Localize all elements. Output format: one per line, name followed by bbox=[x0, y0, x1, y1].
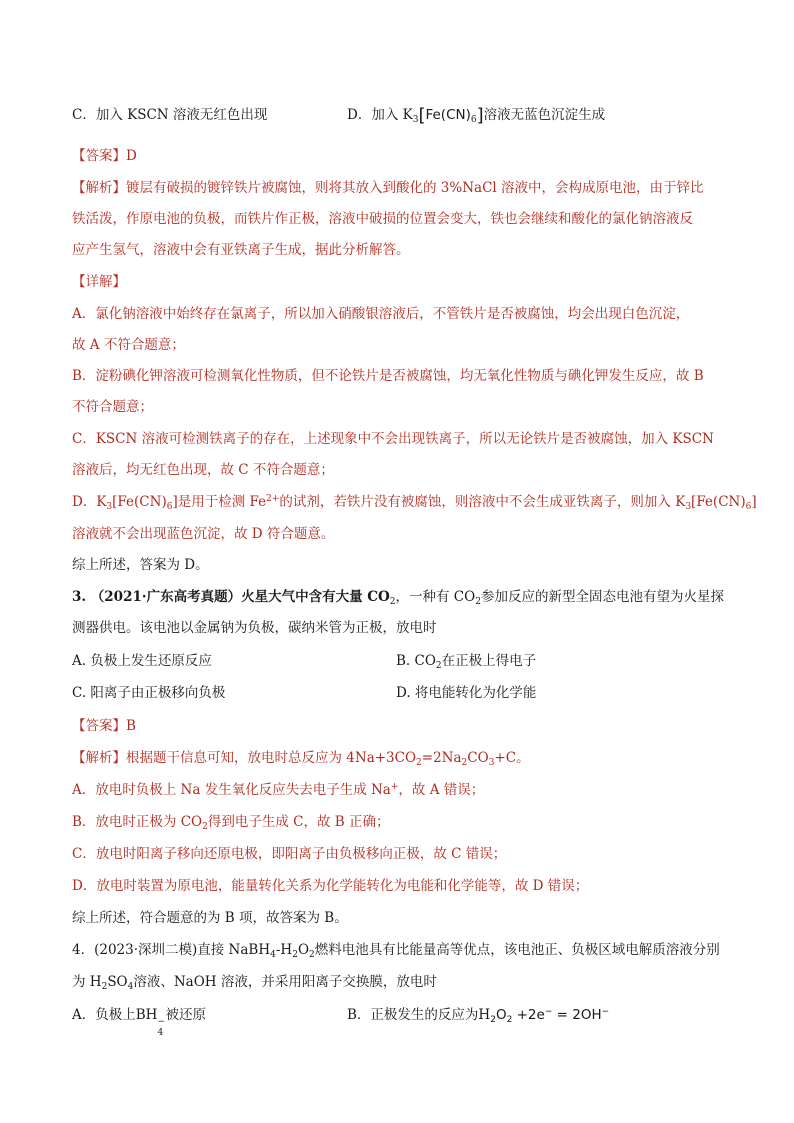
q2-detail-d2: 溶液就不会出现蓝色沉淀，故 D 符合题意。 bbox=[72, 526, 335, 542]
q4-option-a[interactable]: A．负极上BH − 4 被还原 bbox=[72, 1007, 206, 1038]
q4-stem-line2: 为 $H_2SO_4$溶液、NaOH 溶液，并采用阳离子交换膜，放电时 bbox=[72, 974, 437, 992]
q3-stem-line1: 3. （2021·广东高考真题）火星大气中含有大量 $CO_2$，一种有 $CO_2$参加反应的新型全固态电池有望为火星探 bbox=[72, 589, 724, 607]
q2-detail-b2: 不符合题意； bbox=[72, 399, 153, 415]
q2-analysis-line3: 应产生氢气，溶液中会有亚铁离子生成，据此分析解答。 bbox=[72, 242, 410, 258]
q2-detail-d1: D．$K_3[Fe(CN)_6]$是用于检测 $Fe^{2+}$的试剂，若铁片没有被腐蚀，则溶液中不会生成亚铁离子，则加入 $K_3[Fe(CN)_6]$ bbox=[72, 494, 757, 512]
q2-option-d[interactable]: D．加入 $K_3[Fe(CN)_6]$溶液无蓝色沉淀生成 bbox=[347, 105, 606, 126]
q2-option-c[interactable]: C．加入 KSCN 溶液无红色出现 bbox=[72, 107, 268, 123]
q3-summary: 综上所述，符合题意的为 B 项，故答案为 B。 bbox=[72, 910, 348, 926]
q3-option-d[interactable]: D. 将电能转化为化学能 bbox=[396, 685, 537, 701]
q3-option-c[interactable]: C. 阳离子由正极移向负极 bbox=[72, 685, 226, 701]
q2-detail-c2: 溶液后，均无红色出现，故 C 不符合题意； bbox=[72, 462, 334, 478]
q2-analysis-line1: 【解析】镀层有破损的镀锌铁片被腐蚀，则将其放入到酸化的 3%NaCl 溶液中，会构成原电池，由于锌比 bbox=[72, 180, 704, 196]
q2-detail-a1: A．氯化钠溶液中始终存在氯离子，所以加入硝酸银溶液后，不管铁片是否被腐蚀，均会出现白色沉淀， bbox=[72, 306, 690, 322]
q2-detail-label: 【详解】 bbox=[72, 274, 126, 290]
q4-stem-line1: 4．(2023·深圳二模)直接 $NaBH_4-H_2O_2$燃料电池具有比能量高等优点，该电池正、负极区域电解质溶液分别 bbox=[72, 942, 720, 960]
q3-answer: 【答案】B bbox=[72, 718, 136, 734]
q2-detail-c1: C．KSCN 溶液可检测铁离子的存在，上述现象中不会出现铁离子，所以无论铁片是否被腐蚀，加入 KSCN bbox=[72, 431, 714, 447]
q3-option-b[interactable]: B. $CO_2$在正极上得电子 bbox=[396, 653, 537, 671]
q3-detail-b: B．放电时正极为 $CO_2$得到电子生成 C，故 B 正确； bbox=[72, 814, 390, 832]
q4-option-b[interactable]: B．正极发生的反应为$H_2O_2 +2e^- = 2OH^-$ bbox=[347, 1007, 610, 1025]
q2-answer: 【答案】D bbox=[72, 148, 137, 164]
q2-analysis-line2: 铁活泼，作原电池的负极，而铁片作正极，溶液中破损的位置会变大，铁也会继续和酸化的氯化钠溶液反 bbox=[72, 211, 693, 227]
q2-detail-b1: B．淀粉碘化钾溶液可检测氧化性物质，但不论铁片是否被腐蚀，均无氧化性物质与碘化钾发生反应，故 B bbox=[72, 368, 704, 384]
q3-stem-line2: 测器供电。该电池以金属钠为负极，碳纳米管为正极，放电时 bbox=[72, 620, 437, 636]
q2-detail-a2: 故 A 不符合题意； bbox=[72, 337, 185, 353]
q2-summary: 综上所述，答案为 D。 bbox=[72, 557, 209, 573]
q3-detail-c: C．放电时阳离子移向还原电极，即阳离子由负极移向正极，故 C 错误； bbox=[72, 846, 507, 862]
q3-detail-a: A．放电时负极上 Na 发生氧化反应失去电子生成 Na+，故 A 错误； bbox=[72, 782, 485, 798]
q3-option-a[interactable]: A. 负极上发生还原反应 bbox=[72, 653, 212, 669]
q3-detail-d: D．放电时装置为原电池，能量转化关系为化学能转化为电能和化学能等，故 D 错误； bbox=[72, 878, 589, 894]
q3-analysis: 【解析】根据题干信息可知，放电时总反应为 $4Na+3CO_2=2Na_2CO_3+C$。 bbox=[72, 750, 530, 768]
